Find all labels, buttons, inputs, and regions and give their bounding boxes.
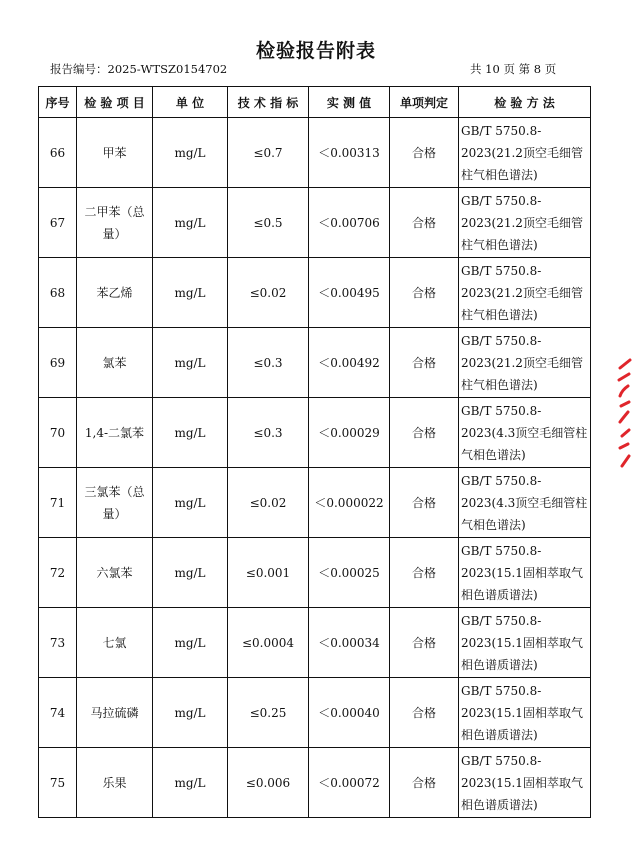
cell-method: GB/T 5750.8-2023(21.2顶空毛细管柱气相色谱法) <box>459 188 591 258</box>
cell-limit: ≤0.02 <box>228 468 309 538</box>
cell-verdict: 合格 <box>390 678 459 748</box>
cell-unit: mg/L <box>153 468 228 538</box>
header-verdict: 单项判定 <box>390 87 459 118</box>
cell-no: 70 <box>39 398 77 468</box>
cell-no: 73 <box>39 608 77 678</box>
table-row <box>39 538 591 608</box>
header-item: 检 验 项 目 <box>77 87 153 118</box>
cell-no: 68 <box>39 258 77 328</box>
page-info: 共 10 页 第 8 页 <box>470 62 557 76</box>
table-row <box>39 748 591 818</box>
cell-unit: mg/L <box>153 748 228 818</box>
cell-item: 六氯苯 <box>77 538 153 608</box>
cell-limit: ≤0.001 <box>228 538 309 608</box>
table-row <box>39 678 591 748</box>
cell-method: GB/T 5750.8-2023(21.2顶空毛细管柱气相色谱法) <box>459 328 591 398</box>
cell-verdict: 合格 <box>390 328 459 398</box>
cell-no: 67 <box>39 188 77 258</box>
cell-limit: ≤0.3 <box>228 328 309 398</box>
cell-measured: ＜0.00072 <box>309 748 390 818</box>
cell-no: 66 <box>39 118 77 188</box>
cell-measured: ＜0.00040 <box>309 678 390 748</box>
header-measured: 实 测 值 <box>309 87 390 118</box>
results-table <box>38 86 591 818</box>
cell-method: GB/T 5750.8-2023(4.3顶空毛细管柱气相色谱法) <box>459 468 591 538</box>
cell-method: GB/T 5750.8-2023(15.1固相萃取气相色谱质谱法) <box>459 678 591 748</box>
cell-item: 甲苯 <box>77 118 153 188</box>
cell-verdict: 合格 <box>390 398 459 468</box>
cell-method: GB/T 5750.8-2023(4.3顶空毛细管柱气相色谱法) <box>459 398 591 468</box>
cell-item: 苯乙烯 <box>77 258 153 328</box>
table-row <box>39 398 591 468</box>
cell-unit: mg/L <box>153 188 228 258</box>
cell-measured: ＜0.00706 <box>309 188 390 258</box>
cell-measured: ＜0.00492 <box>309 328 390 398</box>
cell-item: 七氯 <box>77 608 153 678</box>
cell-no: 71 <box>39 468 77 538</box>
header-no: 序号 <box>39 87 77 118</box>
cell-unit: mg/L <box>153 118 228 188</box>
cell-unit: mg/L <box>153 538 228 608</box>
cell-measured: ＜0.00313 <box>309 118 390 188</box>
cell-limit: ≤0.006 <box>228 748 309 818</box>
table-row <box>39 258 591 328</box>
cell-method: GB/T 5750.8-2023(21.2顶空毛细管柱气相色谱法) <box>459 118 591 188</box>
table-row <box>39 328 591 398</box>
header-method: 检 验 方 法 <box>459 87 591 118</box>
table-row <box>39 188 591 258</box>
cell-limit: ≤0.3 <box>228 398 309 468</box>
cell-limit: ≤0.02 <box>228 258 309 328</box>
cell-verdict: 合格 <box>390 608 459 678</box>
cell-no: 75 <box>39 748 77 818</box>
cell-unit: mg/L <box>153 608 228 678</box>
table-row <box>39 608 591 678</box>
cell-method: GB/T 5750.8-2023(15.1固相萃取气相色谱质谱法) <box>459 748 591 818</box>
cell-verdict: 合格 <box>390 188 459 258</box>
cell-measured: ＜0.00029 <box>309 398 390 468</box>
cell-measured: ＜0.000022 <box>309 468 390 538</box>
cell-item: 乐果 <box>77 748 153 818</box>
cell-limit: ≤0.25 <box>228 678 309 748</box>
header-unit: 单 位 <box>153 87 228 118</box>
cell-measured: ＜0.00034 <box>309 608 390 678</box>
report-number: 报告编号：2025-WTSZ0154702 <box>50 62 228 76</box>
header-limit: 技 术 指 标 <box>228 87 309 118</box>
cell-method: GB/T 5750.8-2023(15.1固相萃取气相色谱质谱法) <box>459 608 591 678</box>
cell-unit: mg/L <box>153 258 228 328</box>
cell-item: 氯苯 <box>77 328 153 398</box>
cell-verdict: 合格 <box>390 468 459 538</box>
table-header-row <box>39 87 591 118</box>
cell-limit: ≤0.0004 <box>228 608 309 678</box>
table-row <box>39 468 591 538</box>
cell-verdict: 合格 <box>390 538 459 608</box>
cell-measured: ＜0.00025 <box>309 538 390 608</box>
cell-verdict: 合格 <box>390 118 459 188</box>
cell-no: 72 <box>39 538 77 608</box>
cell-unit: mg/L <box>153 678 228 748</box>
table-row <box>39 118 591 188</box>
cell-limit: ≤0.7 <box>228 118 309 188</box>
cell-verdict: 合格 <box>390 748 459 818</box>
cell-no: 74 <box>39 678 77 748</box>
cell-method: GB/T 5750.8-2023(15.1固相萃取气相色谱质谱法) <box>459 538 591 608</box>
cell-measured: ＜0.00495 <box>309 258 390 328</box>
cell-item: 二甲苯（总量） <box>77 188 153 258</box>
cell-item: 1,4-二氯苯 <box>77 398 153 468</box>
cell-verdict: 合格 <box>390 258 459 328</box>
red-seal-stamp <box>616 356 632 472</box>
cell-unit: mg/L <box>153 328 228 398</box>
cell-item: 三氯苯（总量） <box>77 468 153 538</box>
cell-method: GB/T 5750.8-2023(21.2顶空毛细管柱气相色谱法) <box>459 258 591 328</box>
cell-unit: mg/L <box>153 398 228 468</box>
cell-limit: ≤0.5 <box>228 188 309 258</box>
document-title: 检验报告附表 <box>255 40 376 62</box>
cell-no: 69 <box>39 328 77 398</box>
cell-item: 马拉硫磷 <box>77 678 153 748</box>
